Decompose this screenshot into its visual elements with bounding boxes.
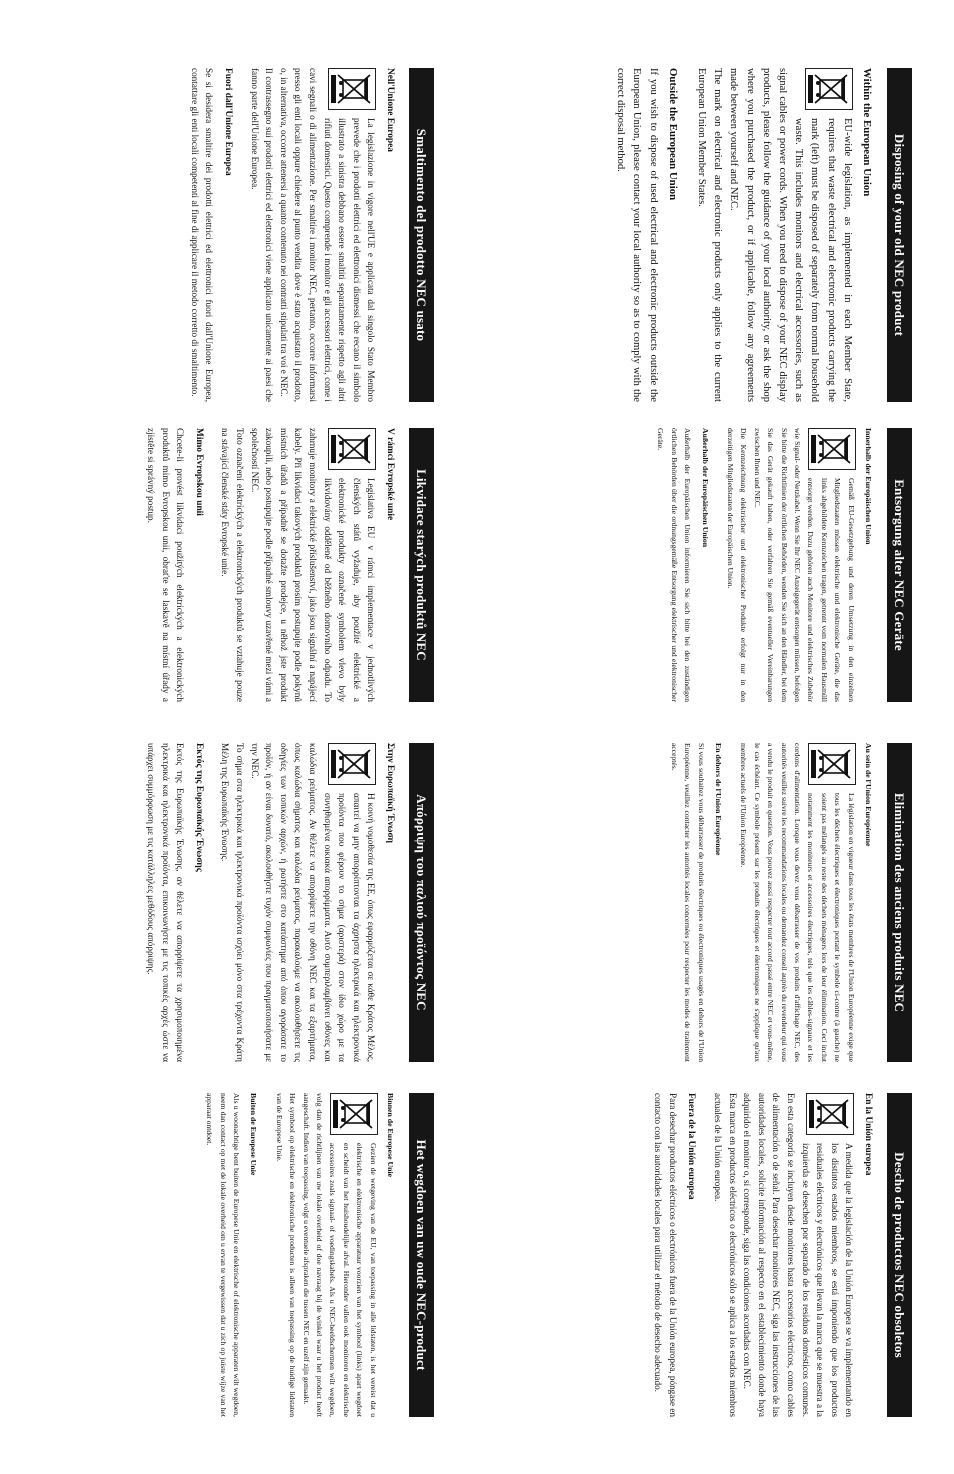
section-heading: Στην Ευρωπαϊκή Ένωση: [385, 743, 395, 843]
section-heading: Au sein de l'Union Européenne: [864, 743, 873, 847]
section-paragraph: La législation en vigueur dans tous les états membres de l'Union Européenne exige que tous les déchets électriques et électroniques portant le symbole ci-contre (à gauche) ne soient pas mélangés au reste des déchets ménagers lors de leur élimination. Ceci inclut notamment les moniteurs et accessoires électriques, tels que les câbles-signaux et les cordons d'alimentation. Lorsque vous devez vous débarrasser de vos produits d'affichage NEC, des autorités veuillez suivre les recommandations locales ou demandez conseil auprès du revendeur qui vous a vendu le produit en question. Vous pouvez aussi respecter tout accord passé entre NEC et vous-même, le cas échéant. Ce symbole présent sur les produits électriques et électroniques ne s'applique qu'aux membres actuels de l'Union Européenne.: [739, 743, 856, 1062]
section-es: [651, 1085, 912, 1425]
section-heading: Nell'Unione Europea: [385, 68, 395, 152]
section-banner: Απόρριψη του παλιού προϊόντος NEC: [409, 743, 434, 1062]
section-paragraph: Para desechar productos eléctricos o electrónicos fuera de la Unión europea, póngase en contacto con las autoridades locales para utilizar el método de desecho adecuado.: [653, 1093, 678, 1417]
section-heading: V rámci Evropské unie: [385, 428, 395, 521]
section-paragraph: Si vous souhaitez vous débarrasser de produits électriques ou électroniques usagés en dehors de l'Union Européenne, veuillez contacter les autorités locales concernées pour respecter les modes de traitement acceptés.: [669, 743, 706, 1062]
section-heading: En la Unión europea: [863, 1093, 873, 1176]
section-heading: Innerhalb der Europäischen Union: [864, 428, 873, 545]
crossed-bin-icon: [806, 1093, 854, 1135]
section-banner: Disposing of your old NEC product: [887, 68, 912, 402]
section-banner: Het wegdoen van uw oude NEC-product: [409, 1093, 434, 1417]
section-banner: Smaltimento del prodotto NEC usato: [409, 68, 434, 402]
section-heading: Εκτός της Ευρωπαϊκής Ένωσης: [193, 743, 204, 872]
section-paragraph: Esta marca en productos eléctricos o electrónicos sólo se aplica a los estados miembros actuales de la Unión europea.: [713, 1093, 738, 1417]
section-heading: Outside the European Union: [666, 68, 679, 201]
crossed-bin-icon: [805, 68, 853, 110]
section-heading: Binnen de Europese Unie: [386, 1093, 395, 1178]
section-banner: Entsorgung alter NEC Geräte: [887, 428, 912, 702]
section-en: [612, 60, 912, 410]
section-paragraph: Toto označení elektrických a elektronických produktů se vztahuje pouze na stávající členské státy Evropské unie.: [220, 428, 246, 702]
section-de: [654, 420, 912, 710]
section-paragraph: Il contrassegno sui prodotti elettrici ed elettronici viene applicato unicamente ai paesi che fanno parte dell'Unione Europea.: [249, 68, 275, 402]
crossed-bin-icon: [328, 743, 376, 785]
section-heading: En dehors de l'Union Européenne: [713, 743, 723, 856]
crossed-bin-icon: [808, 428, 856, 470]
section-paragraph: EU-wide legislation, as implemented in each Member State, requires that waste electrical and electronic products carrying the mark (left) must be disposed of separately from normal household waste. This includes monitors and electrical accessories, such as signal cables or power cords. When you need to dispose of your NEC display products, please follow the guidance of your local authority, or ask the shop where you purchased the product, or if applicable, follow any agreements made between yourself and NEC.: [728, 68, 853, 402]
section-paragraph: Se si desidera smaltire dei prodotti elettrici ed elettronici fuori dall'Unione Europea, contattare gli enti locali competenti al fine di applicare il metodo corretto di smaltimento.: [189, 68, 215, 402]
section-cs: [144, 420, 435, 710]
section-heading: Buiten de Europese Unie: [249, 1093, 259, 1176]
section-paragraph: The mark on electrical and electronic products only applies to the current European Union Member States.: [695, 68, 724, 402]
section-paragraph: Το σήμα στα ηλεκτρικά και ηλεκτρονικά προϊόντα ισχύει μόνο στα τρέχοντα Κράτη Μέλη της Ευρωπαϊκής Ένωσης.: [220, 743, 246, 1062]
section-paragraph: Εκτός της Ευρωπαϊκής Ένωσης, αν θέλετε να απορρίψετε τα χρησιμοποιημένα ηλεκτρικά και ηλεκτρονικά προϊόντα, επικοινωνήστε με τις τοπικές αρχές ώστε να υπάρχει συμμόρφωση με τις κατάλληλες μεθόδους απόρριψης.: [146, 743, 186, 1062]
section-nl: [203, 1085, 434, 1425]
section-paragraph: Außerhalb der Europäischen Union informieren Sie sich bitte bei den zuständigen örtlichen Behörden über die ordnungsgemäße Entsorgung elektrischer und elektronischer Geräte.: [656, 428, 693, 702]
section-paragraph: Gemäß EU-Gesetzgebung und deren Umsetzung in den einzelnen Mitgliedstaaten müssen elektrische und elektronische Geräte, die das links abgebildete Kennzeichen tragen, getrennt vom normalen Hausmüll entsorgt werden. Dazu gehören auch Monitore und elektrisches Zubehör wie Signal- oder Netzkabel. Wenn Sie Ihr NEC Anzeigegerät entsorgen müssen, befolgen Sie bitte die Richtlinien der örtlichen Behörden, wenden Sie sich an den Händler, bei dem Sie das Gerät gekauft haben, oder verfahren Sie gemäß eventueller Vereinbarungen zwischen Ihnen und NEC.: [752, 428, 856, 702]
section-paragraph: La legislazione in vigore nell'UE e applicata dal singolo Stato Membro prevede che i prodotti elettrici ed elettronici dismessi che recano il simbolo illustrato a sinistra debbano essere smaltiti separatamente rispetto agli altri rifiuti domestici. Questo comprende i monitor e gli accessori elettrici, come i cavi segnali o di alimentazione. Per smaltire i monitor NEC, pertanto, occorre informarsi presso gli enti locali oppure chiedere al punto vendita dove è stato acquistato il prodotto, o, in alternativa, occorre attenersi a quanto contenuto nei contratti stipulati tra voi e NEC.: [278, 68, 377, 402]
section-paragraph: Die Kennzeichnung elektrischer und elektronischer Produkte erfolgt nur in den derzeitigen Mitgliedstaaten der Europäischen Union.: [725, 428, 749, 702]
crossed-bin-icon: [328, 68, 376, 110]
section-el: [144, 735, 435, 1070]
section-fr: [667, 735, 912, 1070]
section-paragraph: Als u woonachtige bent buiten de Europese Unie en elektrische of elektronische apparaten wilt wegdoen, neem dan contact op met de lokale overheid om u ervan te vergewissen dat u zich op juiste wijze van het apparaat ontdoet.: [205, 1093, 241, 1417]
crossed-bin-icon: [330, 1093, 378, 1135]
section-banner: Elimination des anciens produits NEC: [887, 743, 912, 1062]
section-heading: Fuori dall'Unione Europea: [223, 68, 234, 176]
section-paragraph: Gezien de wetgeving van de EU, van toepassing in alle lidstaten, is het vereist dat u elektrische en elektronische apparatuur voorzien van het symbool (links) apart wegdoet en scheidt van het huishoudelijke afval. Hieronder vallen ook monitoren en elektrische accessoires zoals signaal- of voedingskabels. Als u NEC-beeldschermen wilt wegdoen, volg dan de richtlijnen van uw lokale overheid of doe navraag bij de winkel waar u het product heeft aangeschaft. Indien van toepassing, volgt u eventuele afspraken die tussen NEC en uzelf zijn gemaakt.: [301, 1093, 378, 1417]
section-paragraph: Het symbool op elektrische en elektronische producten is alleen van toepassing op de huidige lidstaten van de Europese Unie.: [274, 1093, 298, 1417]
crossed-bin-icon: [328, 428, 376, 470]
crossed-bin-icon: [808, 743, 856, 785]
section-paragraph: A medida que la legislación de la Unión Europea se va implementando en los distintos estados miembros, se está imponiendo que los productos residuales eléctricos y electrónicos que llevan la marca que se muestra a la izquierda se desechen por separado de los residuos domésticos comunes. En esta categoría se incluyen desde monitores hasta accesorios eléctricos, como cables de alimentación o de señal. Para desechar monitores NEC, siga las instrucciones de las autoridades locales, solicite información al respecto en el establecimiento donde haya adquirido el monitor o, si corresponde, siga las condiciones acordadas con NEC.: [742, 1093, 855, 1417]
section-heading: Mimo Evropskou unii: [193, 428, 204, 516]
section-paragraph: If you wish to dispose of used electrical and electronic products outside the European Union, please contact your local authority so as to comply with the correct disposal method.: [615, 68, 659, 402]
section-heading: Fuera de la Unión europea: [686, 1093, 697, 1200]
section-it: [187, 60, 434, 410]
section-banner: Likvidace starých produktů NEC: [409, 428, 434, 702]
section-paragraph: Legislativa EU v rámci implementace v jednotlivých členských států vyžaduje, aby použité elektrické a elektronické produkty označené symbolem vlevo byly likvidovány odděleně od běžného domovního odpadu. To zahrnuje monitory a elektrické příslušenství, jako jsou signální a napájecí kabely. Při likvidaci takových produktů prosím postupujte podle pokynů místních úřadů a případně se dotažte prodejce, u něhož jste produkt zakoupili, nebo postupujte podle případné smlouvy uzavřené mezi vámi a společností NEC.: [249, 428, 377, 702]
section-paragraph: Chcete-li provést likvidaci použitých elektrických a elektronických produktů mimo Evropskou unii, obraťte se laskavě na místní úřady a zjistěte si správný postup.: [146, 428, 186, 702]
section-paragraph: Η κοινή νομοθεσία της ΕΕ, όπως εφαρμόζεται σε κάθε Κράτος Μέλος, απαιτεί να μην απορρίπτονται τα άχρηστα ηλεκτρικά και ηλεκτρονικά προϊόντα που φέρουν το σήμα (αριστερά) στον ίδιο χώρο με τα συνηθισμένα οικιακά απορρίμματα. Αυτό συμπεριλαμβάνει οθόνες και καλώδια ρεύματος. Αν θέλετε να απορρίψετε την οθόνη NEC και τα εξαρτήματα, όπως καλώδια σήματος και καλώδια ρεύματος, παρακαλούμε να ακολουθήσετε τις οδηγίες των τοπικών αρχών, ή ρωτήστε στο κατάστημα από όπου αγοράσατε το προϊόν, ή αν είναι δυνατό, ακολουθήστε τυχόν συμφωνίες που πραγματοποιήσατε με την NEC.: [249, 743, 377, 1062]
section-heading: Außerhalb der Europäischen Union: [700, 428, 710, 548]
section-heading: Within the European Union: [861, 68, 873, 197]
section-banner: Descho de productos NEC obsoletos: [887, 1093, 912, 1417]
